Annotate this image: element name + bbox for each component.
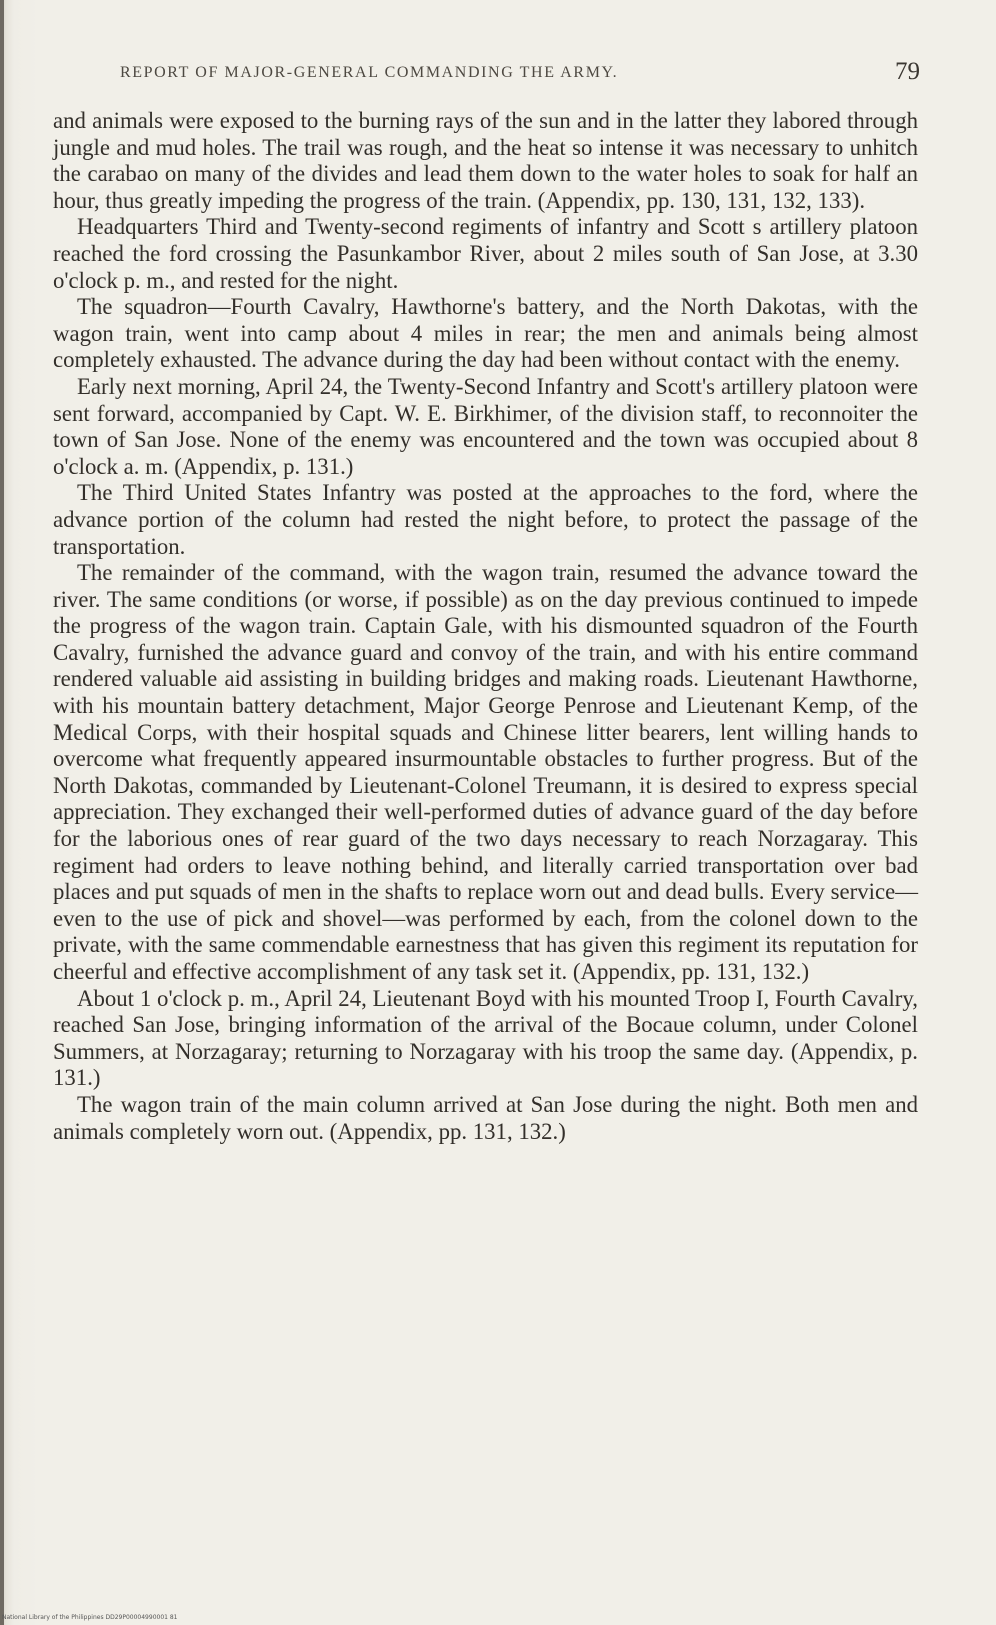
body-text: [53, 108, 918, 1145]
scan-credit: National Library of the Philippines DD29P00004990001 81: [2, 1614, 178, 1621]
paragraph: Early next morning, April 24, the Twenty-Second Infantry and Scott's artillery platoon were sent forward, accompanied by Capt. W. E. Birkhimer, of the division staff, to reconnoiter the town of San Jose. None of the enemy was encountered and the town was occupied about 8 o'clock a. m. (Appendix, p. 131.): [53, 373, 918, 479]
paragraph: About 1 o'clock p. m., April 24, Lieutenant Boyd with his mounted Troop I, Fourth Cavalry, reached San Jose, bringing information of the arrival of the Bocaue column, under Colonel Summers, at Norzagaray; returning to Norzagaray with his troop the same day. (Appendix, p. 131.): [53, 985, 918, 1091]
page-spine-edge: [0, 0, 4, 1625]
paragraph: The remainder of the command, with the wagon train, resumed the advance toward the river. The same conditions (or worse, if possible) as on the day previous continued to impede the progress of the wagon train. Captain Gale, with his dismounted squadron of the Fourth Cavalry, furnished the advance guard and convoy of the train, and with his entire command rendered valuable aid assisting in building bridges and making roads. Lieutenant Hawthorne, with his mountain battery detachment, Major George Penrose and Lieutenant Kemp, of the Medical Corps, with their hospital squads and Chinese litter bearers, lent willing hands to overcome what frequently appeared insurmountable obstacles to further progress. But of the North Dakotas, commanded by Lieutenant-Colonel Treumann, it is desired to express special appreciation. They exchanged their well-performed duties of advance guard of the day before for the laborious ones of rear guard of the two days necessary to reach Norzagaray. This regiment had orders to leave nothing behind, and literally carried transportation over bad places and put squads of men in the shafts to replace worn out and dead bulls. Every service—even to the use of pick and shovel—was performed by each, from the colonel down to the private, with the same commendable earnestness that has given this regiment its reputation for cheerful and effective accomplishment of any task set it. (Appendix, pp. 131, 132.): [53, 560, 918, 984]
paragraph: and animals were exposed to the burning rays of the sun and in the latter they labored through jungle and mud holes. The trail was rough, and the heat so intense it was necessary to unhitch the carabao on many of the divides and lead them down to the water holes to soak for half an hour, thus greatly impeding the progress of the train. (Appendix, pp. 130, 131, 132, 133).: [53, 108, 918, 213]
paragraph: The wagon train of the main column arrived at San Jose during the night. Both men and animals completely worn out. (Appendix, pp. 131, 132.): [53, 1091, 918, 1144]
page-number: 79: [895, 58, 920, 85]
paragraph: Headquarters Third and Twenty-second regiments of infantry and Scott s artillery platoon reached the ford crossing the Pasunkambor River, about 2 miles south of San Jose, at 3.30 o'clock p. m., and rested for the night.: [53, 214, 918, 293]
running-title: REPORT OF MAJOR-GENERAL COMMANDING THE ARMY.: [120, 64, 619, 81]
paragraph: The Third United States Infantry was posted at the approaches to the ford, where the advance portion of the column had rested the night before, to protect the passage of the transportation.: [53, 480, 918, 559]
paragraph: The squadron—Fourth Cavalry, Hawthorne's battery, and the North Dakotas, with the wagon train, went into camp about 4 miles in rear; the men and animals being almost completely exhausted. The advance during the day had been without contact with the enemy.: [53, 294, 918, 373]
